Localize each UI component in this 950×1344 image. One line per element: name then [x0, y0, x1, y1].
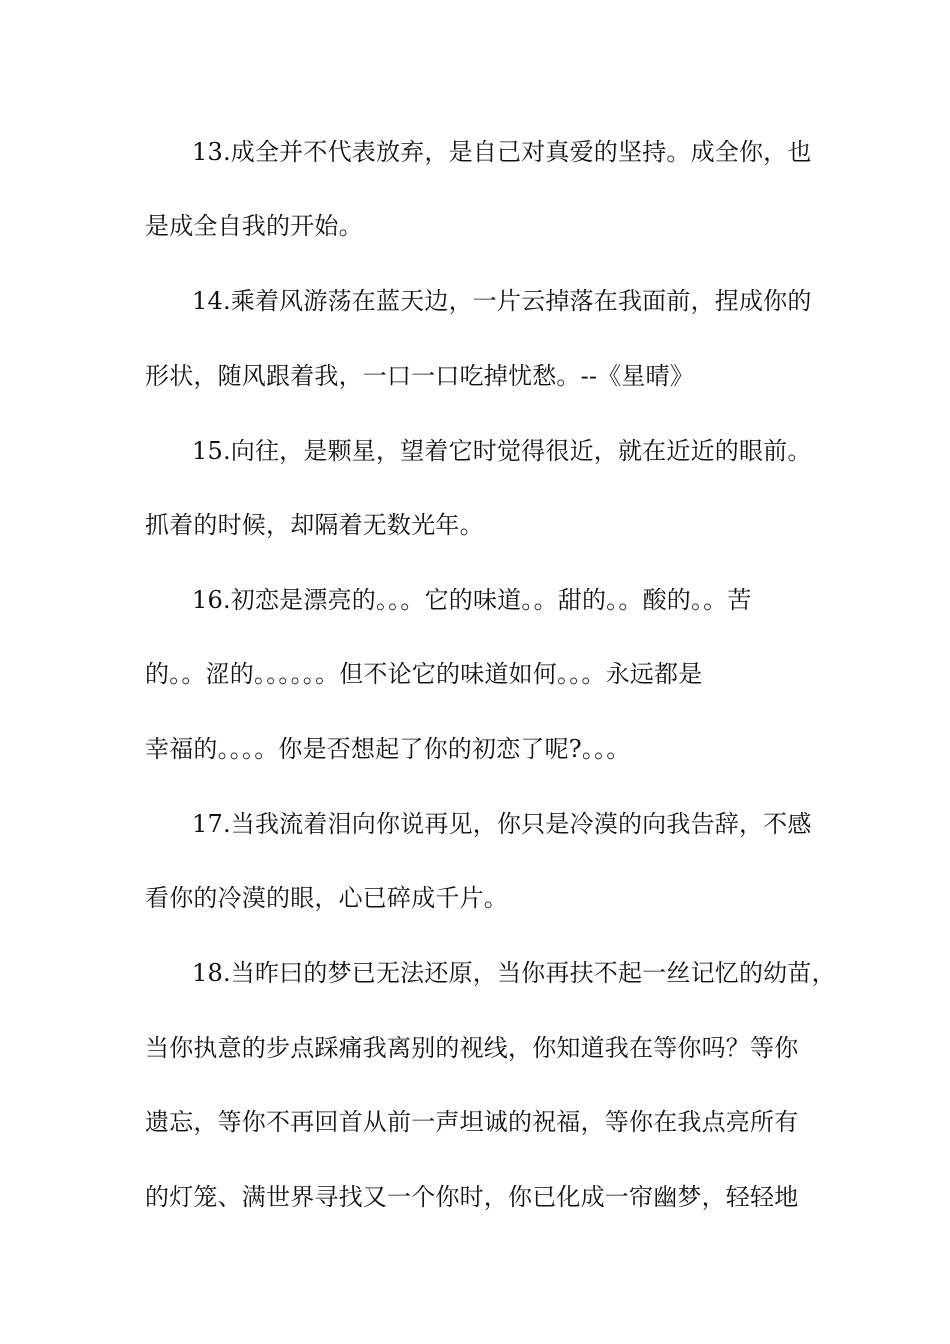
paragraph-16-line-1: 16.初恋是漂亮的。。。它的味道。。甜的。。酸的。。苦: [192, 586, 752, 614]
paragraph-18-line-3: 遗忘，等你不再回首从前一声坦诚的祝福，等你在我点亮所有: [145, 1108, 799, 1136]
paragraph-17-line-2: 看你的冷漠的眼，心已碎成千片。: [145, 884, 508, 912]
paragraph-17-line-1: 17.当我流着泪向你说再见，你只是冷漠的向我告辞，不感: [192, 810, 812, 838]
paragraph-18-line-4: 的灯笼、满世界寻找又一个你时，你已化成一帘幽梦，轻轻地: [145, 1183, 799, 1211]
paragraph-13-line-1: 13.成全并不代表放弃，是自己对真爱的坚持。成全你，也: [192, 138, 812, 166]
paragraph-16-line-3: 幸福的。。。。你是否想起了你的初恋了呢?。。。: [145, 735, 631, 763]
paragraph-16-line-2: 的。。涩的。。。。。。但不论它的味道如何。。。永远都是: [145, 660, 703, 688]
paragraph-13-line-2: 是成全自我的开始。: [145, 212, 363, 240]
paragraph-14-line-1: 14.乘着风游荡在蓝天边，一片云掉落在我面前，捏成你的: [192, 287, 812, 315]
paragraph-15-line-2: 抓着的时候，却隔着无数光年。: [145, 511, 484, 539]
paragraph-15-line-1: 15.向往，是颗星，望着它时觉得很近，就在近近的眼前。: [192, 437, 812, 465]
paragraph-18-line-2: 当你执意的步点踩痛我离别的视线，你知道我在等你吗？等你: [145, 1034, 799, 1062]
paragraph-14-line-2: 形状，随风跟着我，一口一口吃掉忧愁。--《星晴》: [145, 362, 695, 390]
paragraph-18-line-1: 18.当昨曰的梦已无法还原，当你再扶不起一丝记忆的幼苗，: [192, 959, 836, 987]
